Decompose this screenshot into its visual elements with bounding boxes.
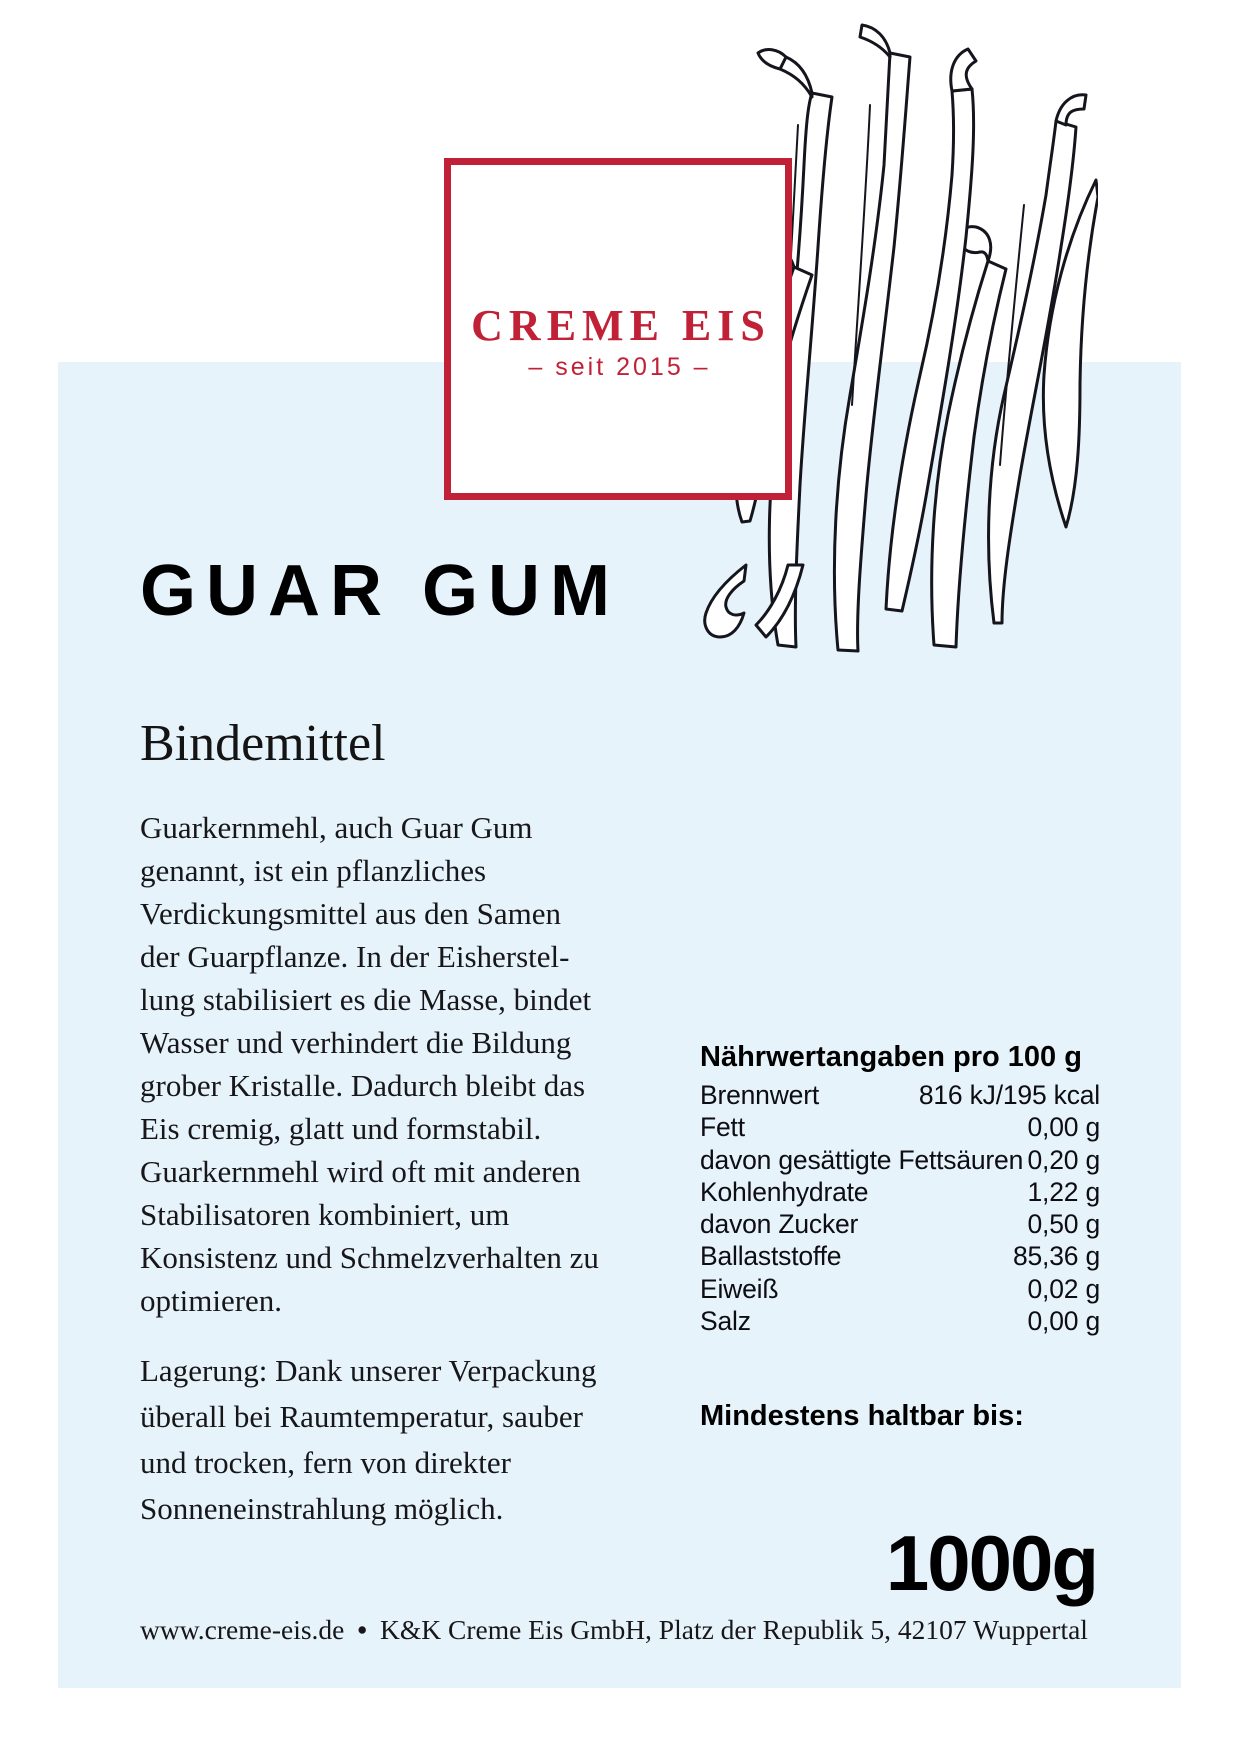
nutrition-value: 816 kJ/195 kcal — [918, 1080, 1100, 1110]
description-line: Guarkernmehl, auch Guar Gum — [140, 810, 533, 845]
brand-wordmark: CREME EIS — [471, 301, 771, 350]
description-line: Wasser und verhindert die Bildung — [140, 1025, 572, 1060]
description-line: lung stabilisiert es die Masse, bindet — [140, 982, 592, 1017]
nutrition-value: 0,50 g — [1027, 1209, 1100, 1240]
storage-line: überall bei Raumtemperatur, sauber — [140, 1399, 583, 1434]
nutrition-label: Kohlenhydrate — [700, 1176, 869, 1207]
nutrition-label: Fett — [700, 1112, 745, 1143]
product-subtitle: Bindemittel — [140, 715, 386, 772]
nutrition-label: Salz — [700, 1306, 751, 1337]
footer-contact-line — [140, 1613, 1088, 1647]
description-line: Konsistenz und Schmelzverhalten zu — [140, 1240, 599, 1275]
nutrition-value: 0,00 g — [1027, 1112, 1100, 1143]
description-line: der Guarpflanze. In der Eisherstel- — [140, 939, 570, 974]
nutrition-value: 0,20 g — [1027, 1144, 1100, 1175]
description-line: optimieren. — [140, 1283, 283, 1318]
nutrition-row-fiber — [700, 1240, 1100, 1272]
footer-bullet-separator: • — [357, 1614, 368, 1645]
nutrition-value: 0,02 g — [1027, 1273, 1100, 1304]
nutrition-label: davon Zucker — [700, 1209, 859, 1240]
description-line: Eis cremig, glatt und formstabil. — [140, 1111, 542, 1146]
nutrition-row-carbohydrates — [700, 1176, 1100, 1208]
nutrition-row-fat — [700, 1111, 1100, 1143]
footer-website: www.creme-eis.de — [140, 1614, 345, 1645]
nutrition-row-energy — [700, 1079, 1100, 1111]
storage-line: Lagerung: Dank unserer Verpackung — [140, 1353, 597, 1388]
description-line: genannt, ist ein pflanzliches — [140, 853, 487, 888]
brand-tagline: – seit 2015 – — [528, 353, 711, 381]
description-line: Guarkernmehl wird oft mit anderen — [140, 1154, 581, 1189]
storage-line: und trocken, fern von direkter — [140, 1445, 512, 1480]
description-line: grober Kristalle. Dadurch bleibt das — [140, 1068, 586, 1103]
product-title: GUAR GUM — [140, 551, 620, 631]
nutrition-value: 1,22 g — [1027, 1176, 1100, 1207]
net-weight: 1000g — [885, 1519, 1097, 1607]
nutrition-row-sugar — [700, 1208, 1100, 1240]
storage-line: Sonneneinstrahlung möglich. — [140, 1491, 504, 1526]
nutrition-title: Nährwertangaben pro 100 g — [700, 1041, 1082, 1073]
footer-company-address: K&K Creme Eis GmbH, Platz der Republik 5, 42107 Wuppertal — [380, 1614, 1088, 1645]
nutrition-row-salt — [700, 1305, 1100, 1337]
best-before-label: Mindestens haltbar bis: — [700, 1400, 1024, 1432]
nutrition-label: Brennwert — [700, 1080, 819, 1110]
nutrition-value: 0,00 g — [1027, 1306, 1100, 1337]
description-line: Verdickungsmittel aus den Samen — [140, 896, 561, 931]
brand-logo-box — [444, 158, 792, 500]
product-description — [140, 806, 650, 1322]
nutrition-table — [700, 1079, 1100, 1337]
nutrition-facts — [700, 1040, 1100, 1337]
nutrition-label: Eiweiß — [700, 1273, 779, 1304]
storage-instructions — [140, 1348, 650, 1532]
description-line: Stabilisatoren kombiniert, um — [140, 1197, 510, 1232]
nutrition-row-protein — [700, 1273, 1100, 1305]
nutrition-label: davon gesättigte Fettsäuren — [700, 1144, 1024, 1175]
nutrition-row-saturated-fat — [700, 1144, 1100, 1176]
nutrition-label: Ballaststoffe — [700, 1241, 842, 1272]
nutrition-value: 85,36 g — [1012, 1241, 1100, 1272]
